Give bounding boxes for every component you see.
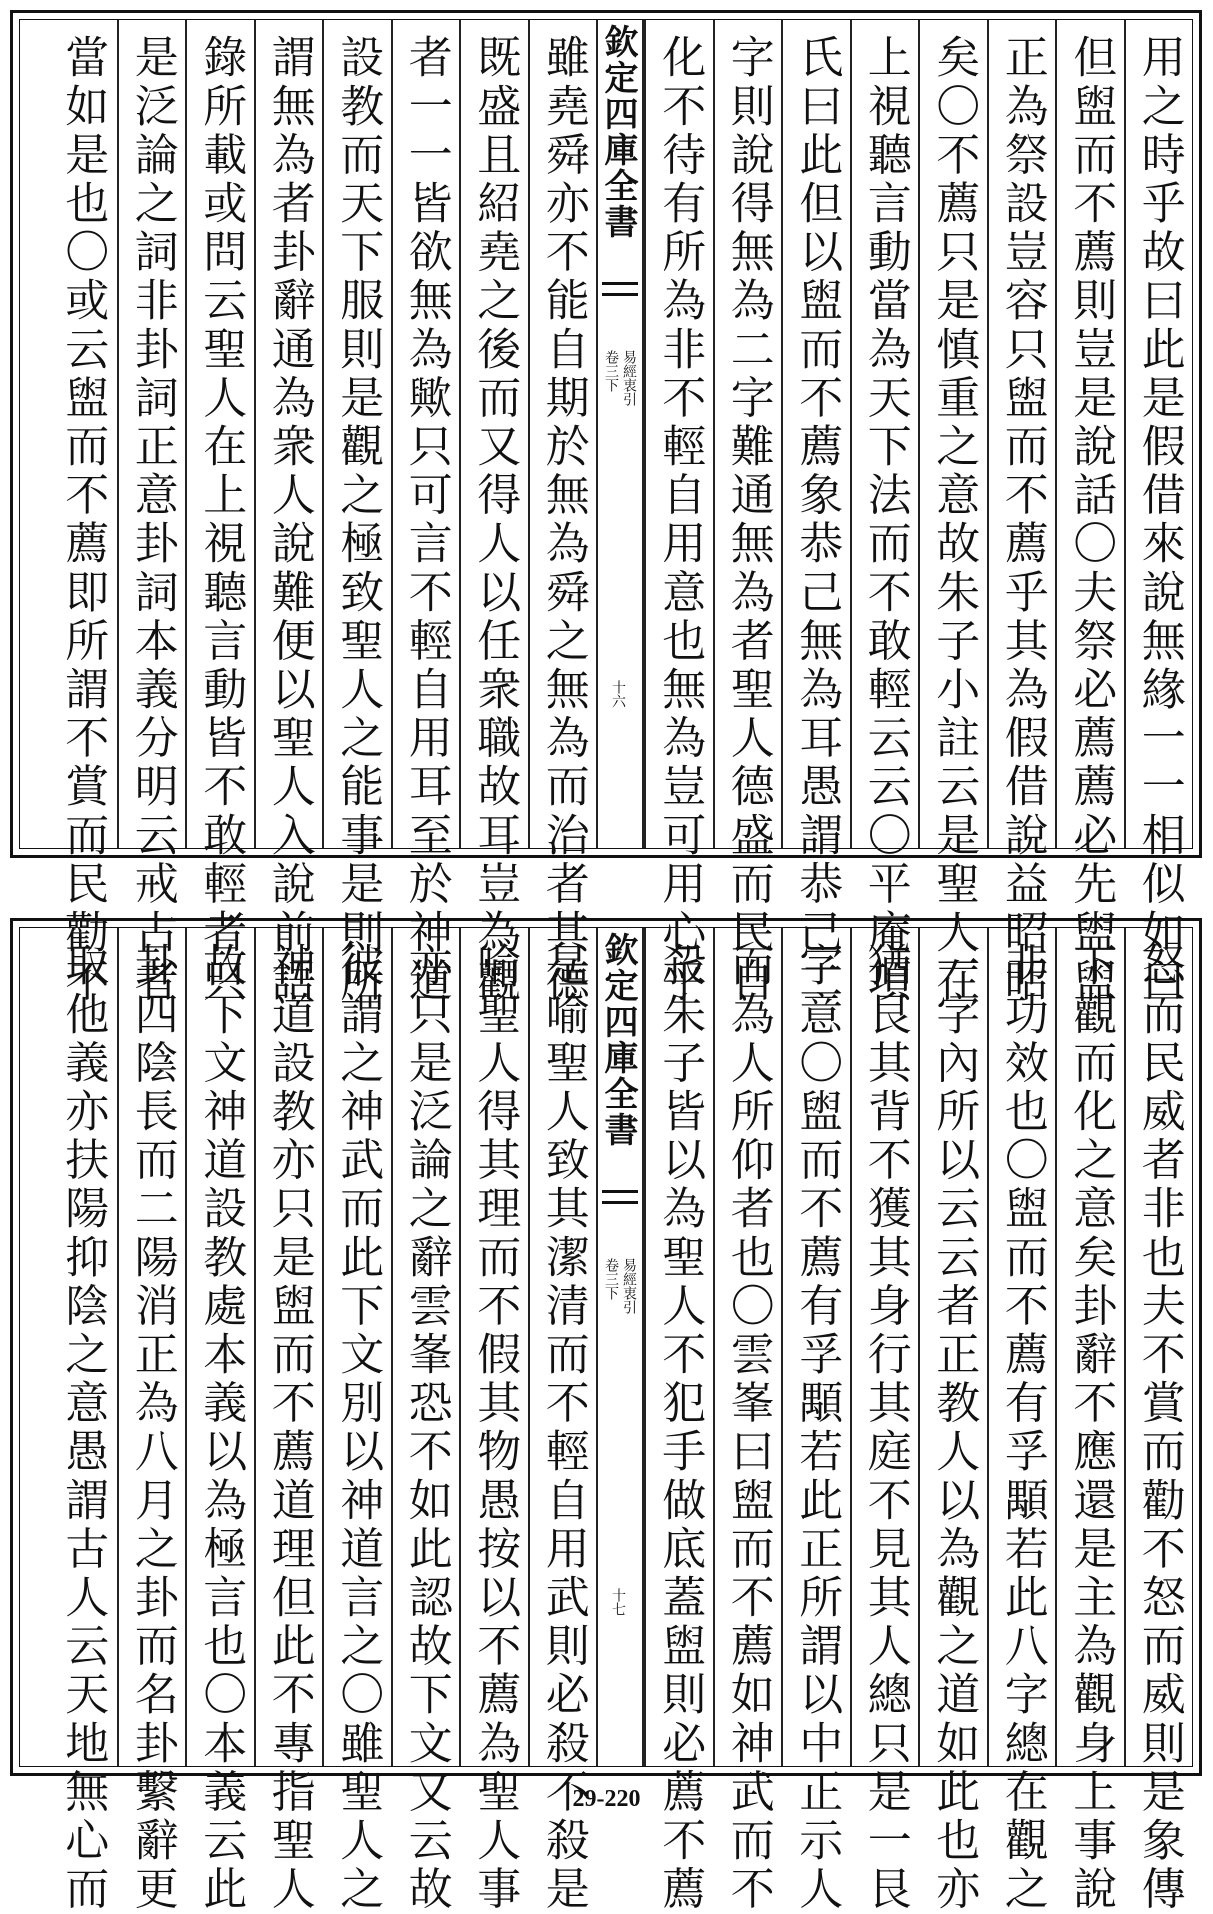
text-column: 錄所載或問云聖人在上視聽言動皆不敢輕者只 [185,20,254,848]
text-column: 彼謂之神武而此下文別以神道言之〇雖聖人之 [322,928,391,1766]
text-column: 既盛且紹堯之後而又得人以任衆職故耳豈為觀 [459,20,528,848]
text-column: 亦只是泛論之辭雲峯恐不如此認故下文又云故 [391,928,460,1766]
text-column: 取他義亦扶陽抑陰之意愚謂古人云天地無心而 [57,942,109,1914]
volume-label: 卷三下 [603,350,619,392]
page-number: 29-220 [572,1786,641,1812]
text-column: 用之時乎故曰此是假借來說無緣一一相似如曰 [1124,20,1193,848]
center-fold [596,928,644,1766]
text-column: 怒而民威者非也夫不賞而勸不怒而威則是象傳 [1124,928,1193,1766]
book-title: 欽定四庫全書 [598,932,638,1148]
text-column: 是泛論之詞非卦詞正意卦詞本義分明云戒占者 [117,20,186,848]
fold-meta [598,1258,642,1428]
text-column: 神道設教亦只是盥而不薦道理但此不專指聖人 [254,928,323,1766]
text-column: 一字內所以云云者正教人以為觀之道如此也亦 [918,928,987,1766]
page-frame [19,19,1193,1006]
text-column: 卦四陰長而二陽消正為八月之卦而名卦繫辭更 [117,928,186,1766]
folio-number: 十六 [610,680,626,708]
book-title: 欽定四庫全書 [598,24,638,240]
text-column: 而為人所仰者也〇雲峯曰盥而不薦如神武而不 [713,928,782,1766]
text-column: 雖堯舜亦不能自期於無為舜之無為而治者其德 [528,20,597,848]
book-name: 易經衷引 [621,1258,637,1314]
fishtail-ornament [602,1190,638,1204]
text-column: 矣〇不薦只是慎重之意故朱子小註云是聖人在 [918,20,987,848]
text-column: 是喻聖人致其潔清而不輕自用武則必殺不殺是 [528,928,597,1766]
text-column: 者一一皆欲無為歟只可言不輕自用耳至於神道 [391,20,460,848]
text-column: 當如是也〇或云盥而不薦即所謂不賞而民勸不 [57,34,109,1006]
text-column: 殺朱子皆以為聖人不犯手做底蓋盥則必薦不薦 [644,928,713,1766]
text-column: 猶艮其背不獲其身行其庭不見其人總只是一艮 [850,928,919,1766]
page-16 [10,10,1202,1006]
text-column: 非功效也〇盥而不薦有孚顒若此八字總在觀之 [987,928,1056,1766]
text-column: 字意〇盥而不薦有孚顒若此正所謂以中正示人 [781,928,850,1766]
text-column: 化不待有所為非不輕自用意也無為豈可用心乎 [644,20,713,848]
text-columns [20,20,1192,1006]
text-column: 字則說得無為二字難通無為者聖人德盛而民自 [713,20,782,848]
book-name: 易經衷引 [621,350,637,406]
text-column: 謂無為者卦辭通為衆人說難便以聖人入說前語 [254,20,323,848]
volume-label: 卷三下 [603,1258,619,1300]
fishtail-ornament [602,282,638,296]
text-column: 下觀而化之意矣卦辭不應還是主為觀身上事說 [1055,928,1124,1766]
text-column: 設教而天下服則是觀之極致聖人之能事是則所 [322,20,391,848]
text-column: 喻聖人得其理而不假其物愚按以不薦為聖人事 [459,928,528,1766]
text-column: 故下文神道設教處本義以為極言也〇本義云此 [185,928,254,1766]
text-column: 氏曰此但以盥而不薦象恭己無為耳愚謂恭己二 [781,20,850,848]
text-column: 正為祭設豈容只盥而不薦乎其為假借說益昭昭 [987,20,1056,848]
fold-meta [598,350,642,520]
folio-number: 十七 [610,1588,626,1616]
text-column: 但盥而不薦則豈是說話〇夫祭必薦薦必先盥盥 [1055,20,1124,848]
center-fold [596,20,644,848]
text-column: 上視聽言動當為天下法而不敢輕云云〇平庵項 [850,20,919,848]
